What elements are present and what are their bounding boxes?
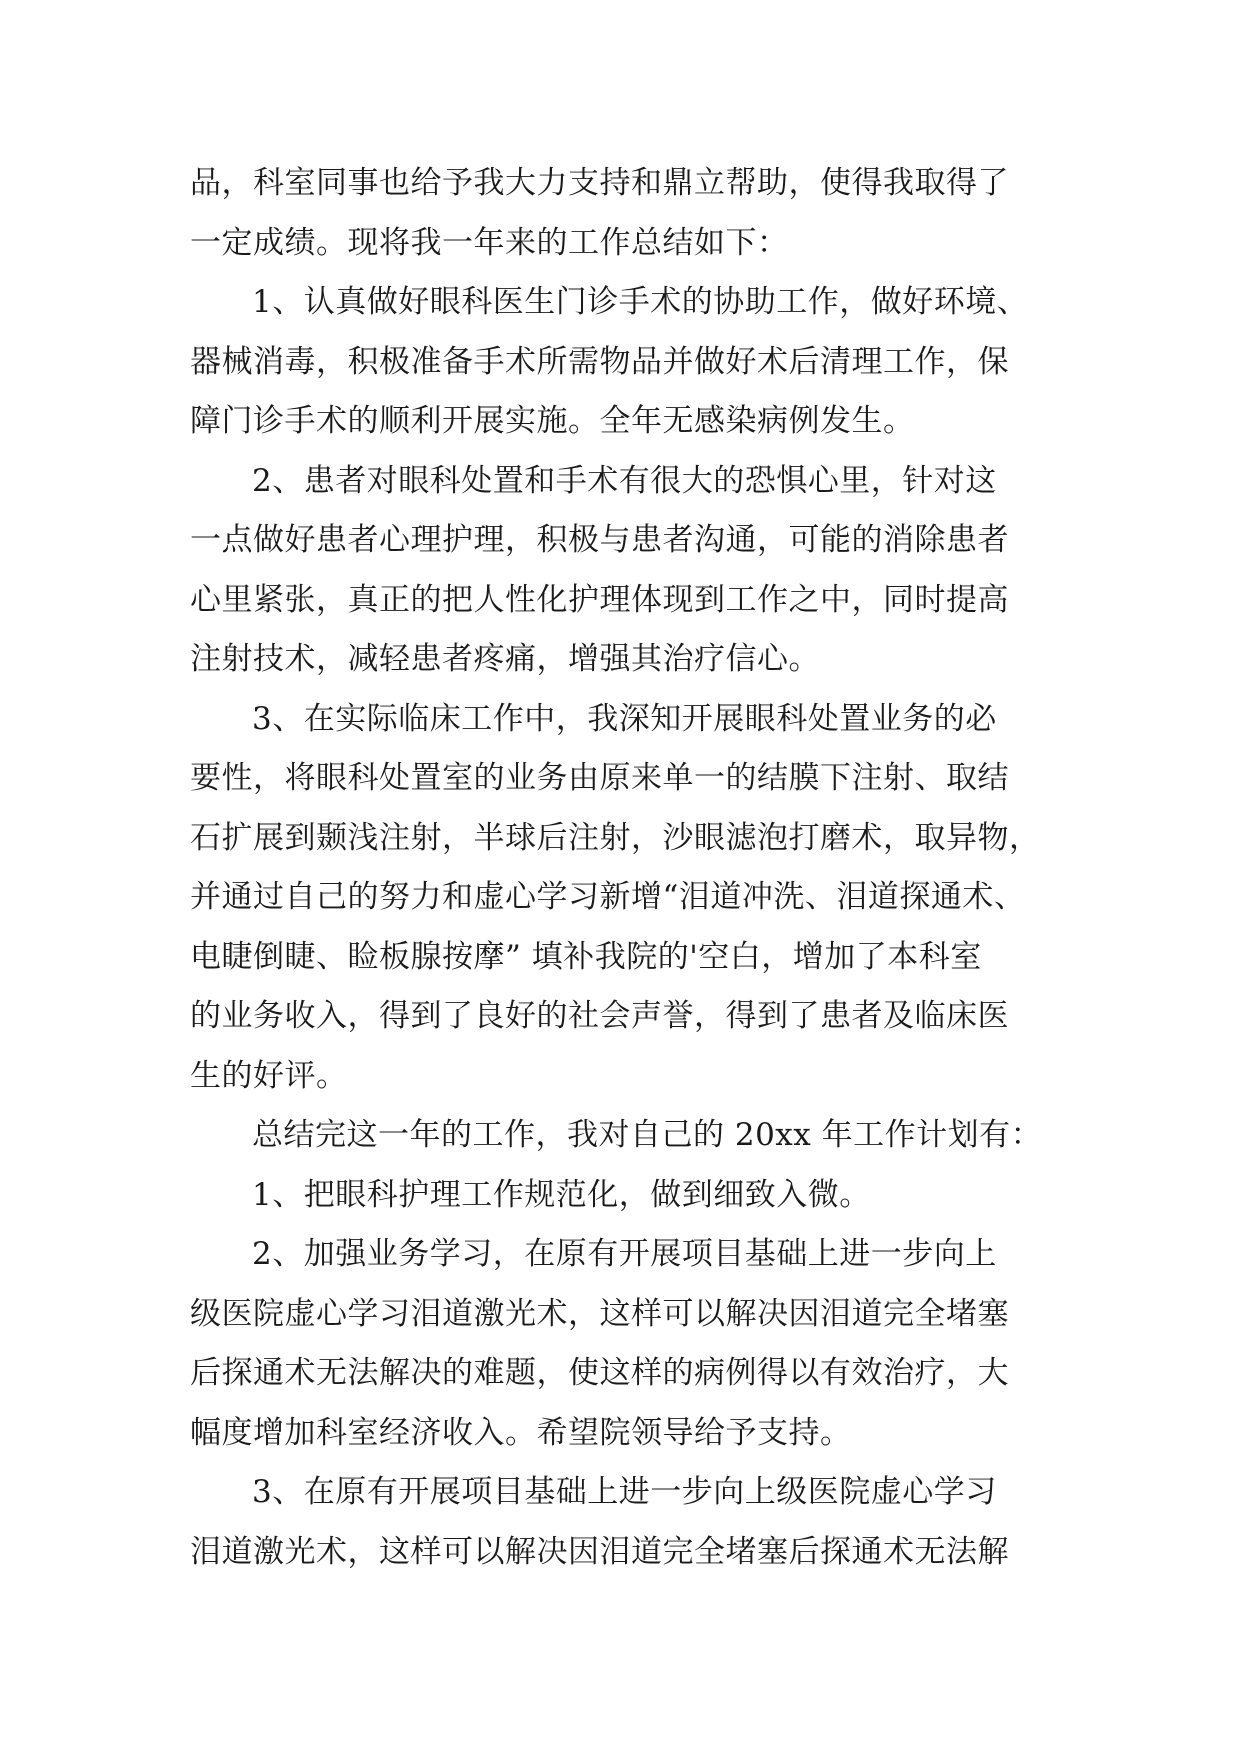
paragraph-start-line: 3、在实际临床工作中，我深知开展眼科处置业务的必 bbox=[252, 700, 997, 737]
text-line: 要性，将眼科处置室的业务由原来单一的结膜下注射、取结 bbox=[190, 760, 1009, 796]
text-line: 一定成绩。现将我一年来的工作总结如下： bbox=[190, 224, 789, 261]
paragraph-start-line: 总结完这一年的工作，我对自己的 20xx 年工作计划有： bbox=[252, 1117, 1043, 1153]
text-line: 生的好评。 bbox=[190, 1057, 348, 1094]
text-line: 器械消毒，积极准备手术所需物品并做好术后清理工作，保 bbox=[190, 343, 1009, 380]
text-line: 石扩展到颞浅注射，半球后注射，沙眼滤泡打磨术，取异物， bbox=[190, 819, 1041, 856]
paragraph-start-line: 1、认真做好眼科医生门诊手术的协助工作，做好环境、 bbox=[252, 284, 1029, 320]
text-line: 的业务收入，得到了良好的社会声誉，得到了患者及临床医 bbox=[190, 998, 1009, 1034]
paragraph-start-line: 2、患者对眼科处置和手术有很大的恐惧心里，针对这 bbox=[252, 462, 997, 499]
text-line: 心里紧张，真正的把人性化护理体现到工作之中，同时提高 bbox=[190, 581, 1009, 618]
text-line: 级医院虚心学习泪道激光术，这样可以解决因泪道完全堵塞 bbox=[190, 1295, 1009, 1332]
text-line: 电睫倒睫、睑板腺按摩” 填补我院的'空白，增加了本科室 bbox=[190, 938, 982, 975]
text-line: 障门诊手术的顺利开展实施。全年无感染病例发生。 bbox=[190, 403, 915, 439]
paragraph-start-line: 1、把眼科护理工作规范化，做到细致入微。 bbox=[252, 1176, 871, 1213]
text-line: 并通过自己的努力和虚心学习新增“泪道冲洗、泪道探通术、 bbox=[190, 879, 1026, 915]
text-line: 注射技术，减轻患者疼痛，增强其治疗信心。 bbox=[190, 641, 820, 677]
text-line: 后探通术无法解决的难题，使这样的病例得以有效治疗，大 bbox=[190, 1355, 1009, 1391]
text-line: 一点做好患者心理护理，积极与患者沟通，可能的消除患者 bbox=[190, 522, 1009, 558]
paragraph-start-line: 3、在原有开展项目基础上进一步向上级医院虚心学习 bbox=[252, 1474, 997, 1510]
text-line: 品，科室同事也给予我大力支持和鼎立帮助，使得我取得了 bbox=[190, 165, 1009, 201]
document-body bbox=[190, 154, 1070, 1582]
text-line: 泪道激光术，这样可以解决因泪道完全堵塞后探通术无法解 bbox=[190, 1533, 1009, 1570]
paragraph-start-line: 2、加强业务学习，在原有开展项目基础上进一步向上 bbox=[252, 1236, 997, 1272]
text-line: 幅度增加科室经济收入。希望院领导给予支持。 bbox=[190, 1414, 852, 1451]
